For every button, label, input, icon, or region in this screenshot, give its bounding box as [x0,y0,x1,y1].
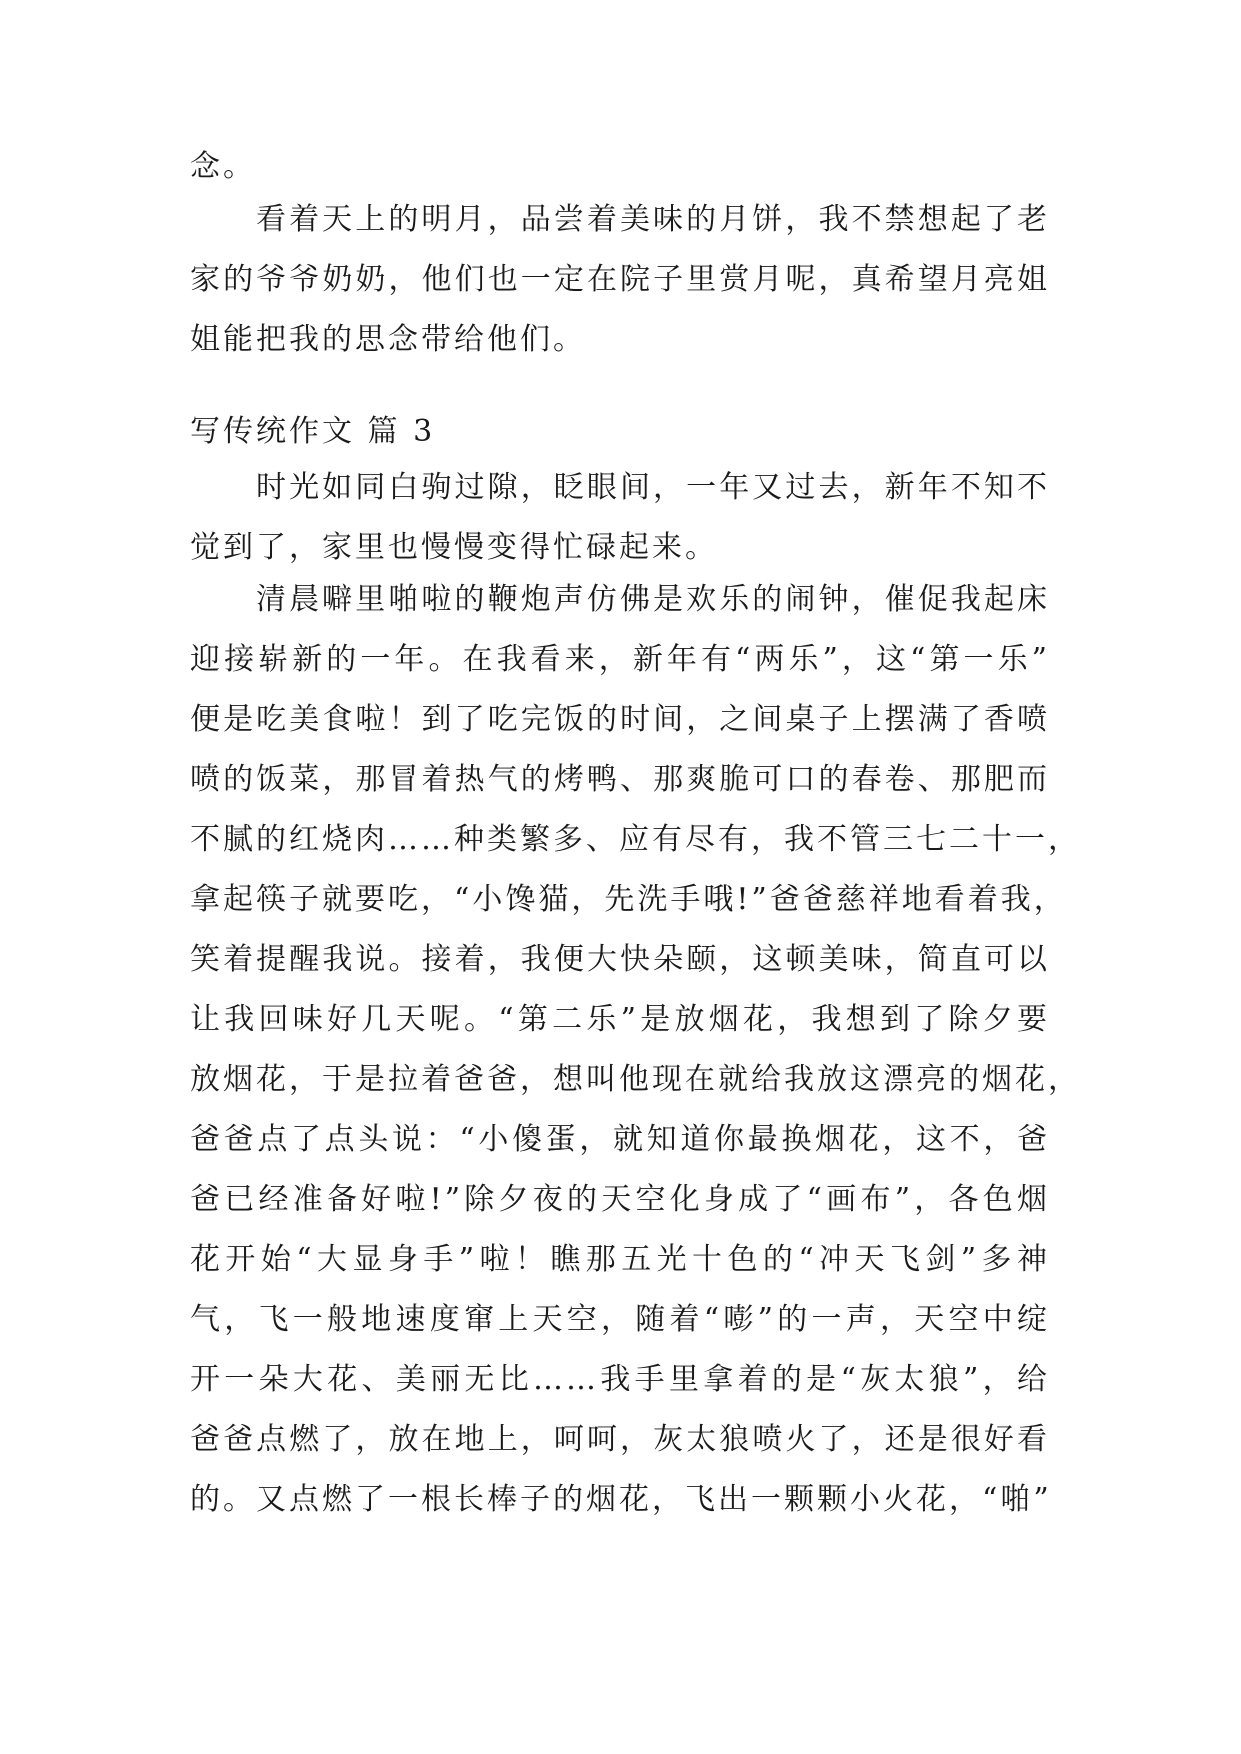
text-line: 让我回味好几天呢。“第二乐”是放烟花，我想到了除夕要 [190,1002,1050,1037]
text-line: 放烟花，于是拉着爸爸，想叫他现在就给我放这漂亮的烟花， [190,1062,1081,1097]
text-line: 姐能把我的思念带给他们。 [190,322,586,357]
text-line: 觉到了，家里也慢慢变得忙碌起来。 [190,530,718,565]
section-title [190,402,1050,462]
text-line: 不腻的红烧肉……种类繁多、应有尽有，我不管三七二十一， [190,822,1081,857]
text-line: 开一朵大花、美丽无比……我手里拿着的是“灰太狼”，给 [190,1362,1050,1397]
text-line: 爸已经准备好啦!”除夕夜的天空化身成了“画布”，各色烟 [190,1182,1050,1217]
text-line: 爸爸点了点头说：“小傻蛋，就知道你最换烟花，这不，爸 [190,1122,1050,1157]
paragraph-moon [190,190,1050,370]
text-line: 气，飞一般地速度窜上天空，随着“嘭”的一声，天空中绽 [190,1302,1050,1337]
paragraph-time [190,458,1050,578]
text-line: 看着天上的明月，品尝着美味的月饼，我不禁想起了老 [256,202,1050,237]
text-line: 家的爷爷奶奶，他们也一定在院子里赏月呢，真希望月亮姐 [190,262,1050,297]
text-line: 花开始“大显身手”啦！瞧那五光十色的“冲天飞剑”多神 [190,1242,1050,1277]
text-line: 便是吃美食啦！到了吃完饭的时间，之间桌子上摆满了香喷 [190,702,1050,737]
paragraph-new-year [190,570,1081,1530]
section-title-text: 写传统作文 篇 3 [190,414,436,449]
text-line: 清晨噼里啪啦的鞭炮声仿佛是欢乐的闹钟，催促我起床 [256,582,1050,617]
text-line: 时光如同白驹过隙，眨眼间，一年又过去，新年不知不 [256,470,1050,505]
text-line: 迎接崭新的一年。在我看来，新年有“两乐”，这“第一乐” [190,642,1050,677]
text-line: 的。又点燃了一根长棒子的烟花，飞出一颗颗小火花，“啪” [190,1482,1052,1517]
paragraph-previous-end [190,137,1050,197]
text-line: 笑着提醒我说。接着，我便大快朵颐，这顿美味，简直可以 [190,942,1050,977]
text-line: 念。 [190,149,256,184]
text-line: 喷的饭菜，那冒着热气的烤鸭、那爽脆可口的春卷、那肥而 [190,762,1050,797]
text-line: 拿起筷子就要吃，“小馋猫，先洗手哦!”爸爸慈祥地看着我， [190,882,1067,917]
text-line: 爸爸点燃了，放在地上，呵呵，灰太狼喷火了，还是很好看 [190,1422,1050,1457]
